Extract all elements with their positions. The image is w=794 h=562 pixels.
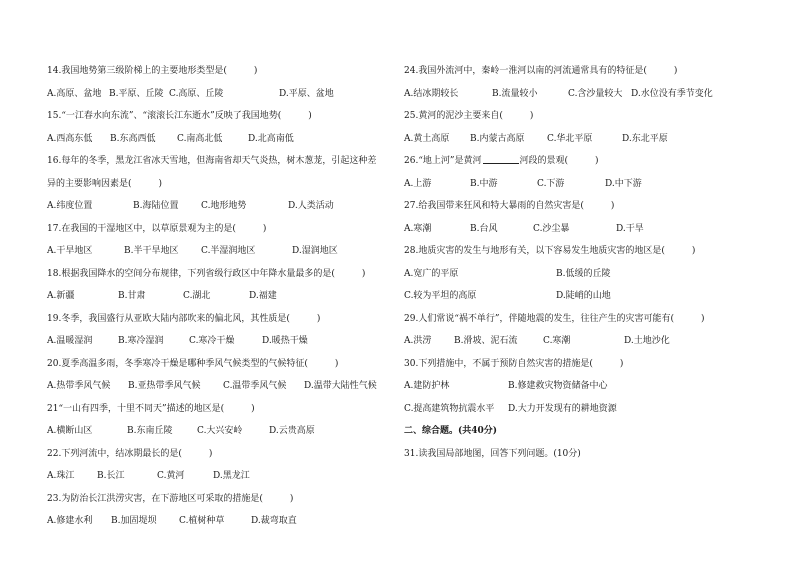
- option-b[interactable]: B.台风: [470, 223, 498, 234]
- question-14: 14.我国地势第三级阶梯上的主要地形类型是( ): [47, 66, 258, 76]
- question-20: 20.夏季高温多雨，冬季寒冷干燥是哪种季风气候类型的气候特征( ): [47, 358, 339, 369]
- option-b[interactable]: B.长江: [97, 471, 125, 481]
- option-c[interactable]: C.植树种草: [179, 516, 225, 526]
- question-23: 23.为防治长江洪涝灾害，在下游地区可采取的措施是( ): [47, 493, 294, 504]
- question-29: 29.人们常说“祸不单行”，伴随地震的发生，往往产生的灾害可能有( ): [404, 313, 705, 324]
- option-b[interactable]: B.内蒙古高原: [470, 133, 525, 144]
- option-d[interactable]: D.北高南低: [248, 133, 294, 144]
- option-a[interactable]: A.上游: [404, 178, 432, 189]
- option-c[interactable]: C.提高建筑物抗震水平: [404, 403, 495, 414]
- option-b[interactable]: B.加固堤坝: [111, 516, 157, 526]
- question-30: 30.下列措施中，不属于预防自然灾害的措施是( ): [404, 358, 624, 369]
- option-a[interactable]: A.西高东低: [47, 133, 93, 144]
- question-30-options-ab: [404, 375, 764, 398]
- option-b[interactable]: B.寒冷湿润: [118, 336, 164, 346]
- option-d[interactable]: D.陡峭的山地: [556, 291, 611, 301]
- right-column: [404, 60, 764, 465]
- question-20-options: [47, 375, 397, 398]
- option-a[interactable]: A.热带季风气候: [47, 381, 111, 391]
- option-b[interactable]: B.半干旱地区: [124, 246, 179, 256]
- option-a[interactable]: A.修建水利: [47, 516, 93, 526]
- question-16: 16.每年的冬季，黑龙江省冰天雪地，但海南省却天气炎热，树木葱茏，引起这种差: [47, 156, 377, 166]
- question-22-options: [47, 465, 397, 488]
- option-c[interactable]: C.黄河: [157, 471, 185, 481]
- option-a[interactable]: A.寒潮: [404, 223, 432, 234]
- option-d[interactable]: D.福建: [249, 291, 277, 301]
- option-a[interactable]: A.黄土高原: [404, 133, 450, 144]
- left-column: [47, 60, 397, 533]
- option-d[interactable]: D.云贵高原: [269, 426, 315, 436]
- option-c[interactable]: C.含沙量较大: [568, 88, 623, 99]
- question-31: 31.读我国局部地图，回答下列问题。(10分): [404, 448, 581, 459]
- option-a[interactable]: A.横断山区: [47, 426, 93, 436]
- option-b[interactable]: B.平原、丘陵: [109, 88, 164, 99]
- option-c[interactable]: C.下游: [537, 178, 565, 189]
- question-27-options: [404, 218, 764, 241]
- question-16-options: [47, 195, 397, 218]
- question-25: 25.黄河的泥沙主要来自( ): [404, 111, 534, 121]
- question-23-options: [47, 510, 397, 533]
- option-a[interactable]: A.建防护林: [404, 381, 450, 391]
- question-19: 19.冬季，我国盛行从亚欧大陆内部吹来的偏北风，其性质是( ): [47, 313, 321, 324]
- option-c[interactable]: C.湖北: [183, 291, 211, 301]
- option-c[interactable]: C.温带季风气候: [223, 381, 287, 391]
- question-21-options: [47, 420, 397, 443]
- option-b[interactable]: B.中游: [470, 178, 498, 189]
- question-17-options: [47, 240, 397, 263]
- option-c[interactable]: C.地形地势: [201, 201, 247, 211]
- option-a[interactable]: A.洪涝: [404, 336, 432, 346]
- question-21: 21“一山有四季，十里不同天”描述的地区是( ): [47, 403, 255, 414]
- question-24: 24.我国外流河中，秦岭一淮河以南的河流通常具有的特征是( ): [404, 66, 678, 76]
- question-29-options: [404, 330, 764, 353]
- answer-blank[interactable]: [483, 154, 519, 164]
- question-26-options: [404, 173, 764, 196]
- question-22: 22.下列河流中，结冰期最长的是( ): [47, 448, 213, 459]
- option-c[interactable]: C.沙尘暴: [533, 223, 570, 234]
- question-18: 18.根据我国降水的空间分布规律，下列省级行政区中年降水量最多的是( ): [47, 268, 366, 279]
- question-28: 28.地质灾害的发生与地形有关，以下容易发生地质灾害的地区是( ): [404, 246, 696, 256]
- question-30-options-cd: [404, 398, 764, 421]
- option-b[interactable]: B.东南丘陵: [127, 426, 173, 436]
- option-d[interactable]: D.湿润地区: [292, 246, 338, 256]
- option-d[interactable]: D.暖热干燥: [262, 336, 308, 346]
- section-heading: 二、综合题。(共40分): [404, 426, 498, 436]
- option-d[interactable]: D.干旱: [616, 223, 644, 234]
- option-a[interactable]: A.高原、盆地: [47, 88, 102, 99]
- question-27: 27.给我国带来狂风和特大暴雨的自然灾害是( ): [404, 201, 615, 211]
- option-d[interactable]: D.黑龙江: [213, 471, 250, 481]
- option-d[interactable]: D.中下游: [605, 178, 642, 189]
- option-d[interactable]: D.裁弯取直: [251, 516, 297, 526]
- option-a[interactable]: A.新疆: [47, 291, 75, 301]
- option-b[interactable]: B.低缓的丘陵: [556, 268, 611, 279]
- question-26-stem-start: 26.“地上河”是黄河: [404, 156, 482, 166]
- option-d[interactable]: D.人类活动: [288, 201, 334, 211]
- option-a[interactable]: A.温暖湿润: [47, 336, 93, 346]
- option-d[interactable]: D.水位没有季节变化: [631, 88, 713, 99]
- question-16-cont: 异的主要影响因素是( ): [47, 178, 163, 189]
- option-a[interactable]: A.干旱地区: [47, 246, 93, 256]
- question-25-options: [404, 128, 764, 151]
- option-b[interactable]: B.滑坡、泥石流: [454, 336, 518, 346]
- option-d[interactable]: D.东北平原: [622, 133, 668, 144]
- question-15-options: [47, 128, 397, 151]
- option-b[interactable]: B.东高西低: [110, 133, 156, 144]
- option-d[interactable]: D.平原、盆地: [279, 88, 334, 99]
- option-b[interactable]: B.甘肃: [118, 291, 146, 301]
- question-14-options: [47, 83, 397, 106]
- question-18-options: [47, 285, 397, 308]
- option-a[interactable]: A.纬度位置: [47, 201, 93, 211]
- option-a[interactable]: A.宽广的平原: [404, 268, 459, 279]
- option-c[interactable]: C.华北平原: [547, 133, 593, 144]
- option-c[interactable]: C.大兴安岭: [197, 426, 243, 436]
- question-26: [404, 150, 764, 173]
- option-d[interactable]: D.温带大陆性气候: [304, 381, 377, 391]
- option-c[interactable]: C.高原、丘陵: [169, 88, 224, 99]
- option-d[interactable]: D.大力开发现有的耕地资源: [508, 403, 617, 414]
- option-a[interactable]: A.珠江: [47, 471, 75, 481]
- question-19-options: [47, 330, 397, 353]
- question-17: 17.在我国的干湿地区中，以草原景观为主的是( ): [47, 223, 267, 234]
- option-c[interactable]: C.南高北低: [177, 133, 223, 144]
- question-28-options-ab: [404, 263, 764, 286]
- option-c[interactable]: C.半湿润地区: [201, 246, 256, 256]
- question-26-stem-end: 河段的景观( ): [519, 156, 599, 166]
- question-15: 15.“一江春水向东流”、“滚滚长江东逝水”反映了我国地势( ): [47, 111, 312, 121]
- question-28-options-cd: [404, 285, 764, 308]
- option-d[interactable]: D.土地沙化: [624, 336, 670, 346]
- option-c[interactable]: C.寒潮: [543, 336, 571, 346]
- option-c[interactable]: C.寒冷干燥: [189, 336, 235, 346]
- option-b[interactable]: B.亚热带季风气候: [128, 381, 201, 391]
- option-b[interactable]: B.流量较小: [492, 88, 538, 99]
- option-c[interactable]: C.较为平坦的高原: [404, 291, 477, 301]
- question-24-options: [404, 83, 764, 106]
- option-a[interactable]: A.结冰期较长: [404, 88, 459, 99]
- option-b[interactable]: B.海陆位置: [133, 201, 179, 211]
- option-b[interactable]: B.修建救灾物资储备中心: [508, 381, 608, 391]
